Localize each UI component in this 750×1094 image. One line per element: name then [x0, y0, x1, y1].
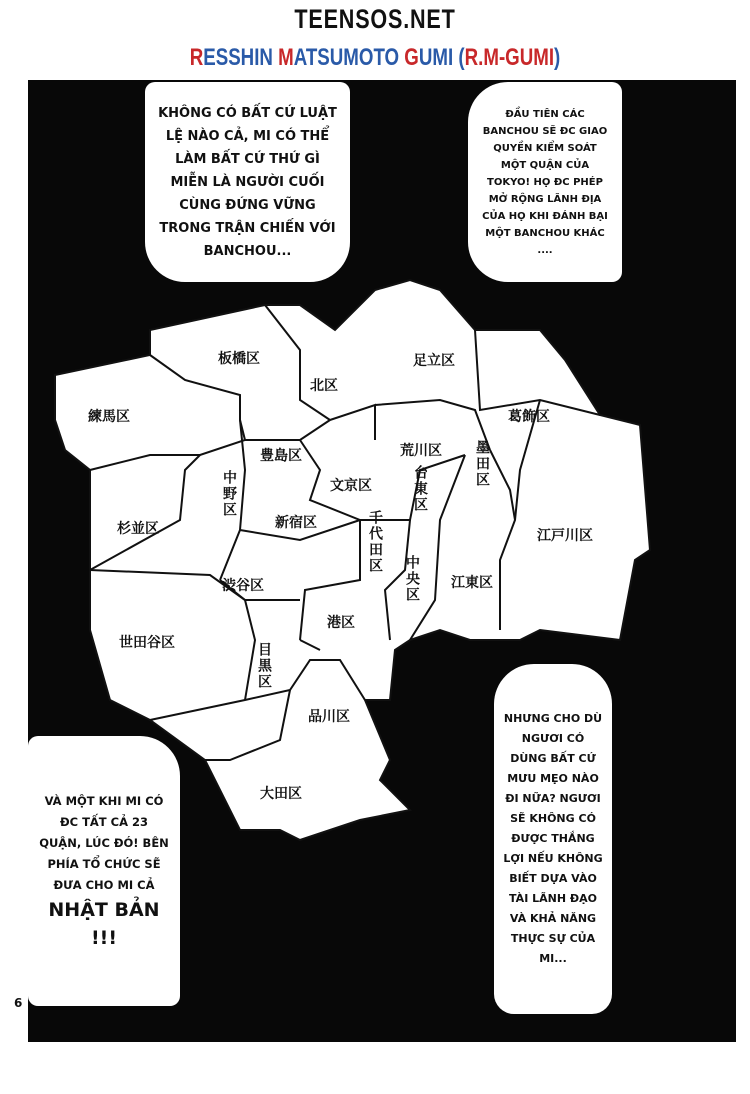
title-part: ) [554, 44, 561, 71]
title-part: UMI ( [418, 44, 465, 71]
page-number: 6 [14, 996, 23, 1010]
speech-bubble [28, 736, 180, 1006]
district-label: 江東区 [451, 575, 493, 591]
district-label: 墨田区 [474, 440, 490, 488]
bubble-text: NHƯNG CHO DÙ NGƯƠI CÓ DÙNG BẤT CỨ MƯU MẸO NÀO ĐI NỮA? NGƯƠI SẼ KHÔNG CÓ ĐƯỢC THẮNG LỢI NẾU KHÔNG BIẾT DỰA VÀO TÀI LÃNH ĐẠO VÀ KHẢ NĂNG THỰC SỰ CỦA MI... [503, 712, 603, 965]
district-label: 中野区 [221, 470, 237, 518]
district-label: 杉並区 [117, 521, 159, 537]
district-label: 足立区 [413, 353, 455, 369]
district-label: 中央区 [404, 555, 420, 603]
district-label: 文京区 [330, 478, 372, 494]
site-watermark: TEENSOS.NET [294, 4, 456, 34]
district-label: 大田区 [260, 786, 302, 802]
speech-bubble [494, 664, 612, 1014]
district-label: 江戸川区 [537, 528, 593, 544]
district-label: 荒川区 [400, 443, 442, 459]
district-label: 品川区 [308, 709, 350, 725]
title-part: ATSUMOTO [293, 44, 405, 71]
district-label: 目黒区 [256, 642, 272, 690]
bubble-emphasis: NHẬT BẢN [48, 898, 160, 921]
bubble-text: VÀ MỘT KHI MI CÓ ĐC TẤT CẢ 23 QUẬN, LÚC ĐÓ! BÊN PHÍA TỔ CHỨC SẼ ĐƯA CHO MI CẢ [39, 793, 169, 892]
district-label: 千代田区 [367, 510, 383, 574]
bubble-text: KHÔNG CÓ BẤT CỨ LUẬT LỆ NÀO CẢ, MI CÓ THỂ LÀM BẤT CỨ THỨ GÌ MIỄN LÀ NGƯỜI CUỐI CÙNG ĐỨNG VỮNG TRONG TRẬN CHIẾN VỚI BANCHOU... [158, 105, 337, 259]
title-part: M [278, 44, 294, 71]
title-part: R.M-GUMI [464, 44, 555, 71]
district-label: 港区 [327, 615, 355, 631]
district-label: 渋谷区 [222, 578, 264, 594]
district-label: 練馬区 [88, 409, 130, 425]
speech-bubble [145, 82, 350, 282]
title-part: G [404, 44, 419, 71]
district-label: 台東区 [412, 465, 428, 513]
title-part: R [189, 44, 204, 71]
bubble-text: ĐẦU TIÊN CÁC BANCHOU SẼ ĐC GIAO QUYỀN KIỂM SOÁT MỘT QUẬN CỦA TOKYO! HỌ ĐC PHÉP MỞ RỘNG LÃNH ĐỊA CỦA HỌ KHI ĐÁNH BẠI MỘT BANCHOU KHÁC .... [482, 108, 608, 256]
district-label: 葛飾区 [508, 409, 550, 425]
speech-bubble [468, 82, 622, 282]
district-label: 板橋区 [218, 351, 260, 367]
district-label: 新宿区 [275, 515, 317, 531]
district-label: 豊島区 [260, 448, 302, 464]
title-part: ESSHIN [203, 44, 279, 71]
district-label: 北区 [310, 378, 338, 394]
bubble-exclamation: !!! [91, 926, 117, 949]
district-label: 世田谷区 [119, 635, 175, 651]
